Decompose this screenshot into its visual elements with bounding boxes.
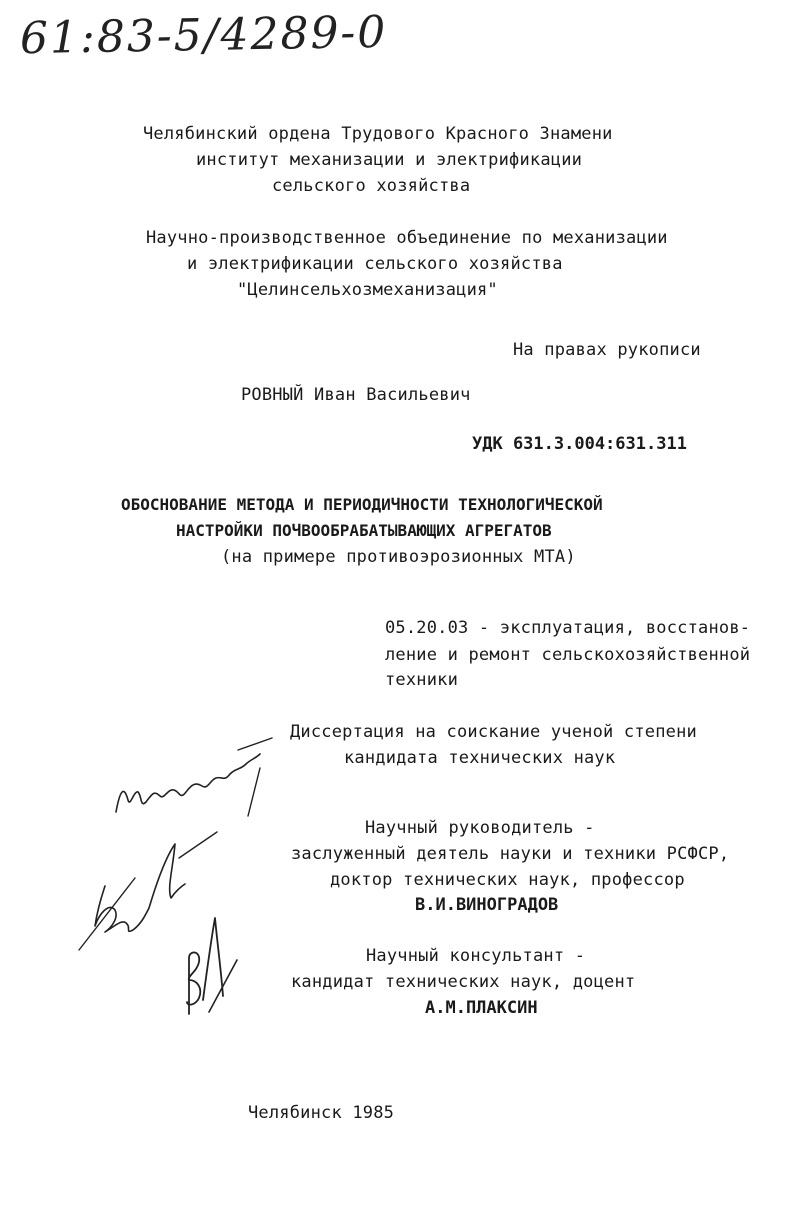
- institute-line-1: Челябинский ордена Трудового Красного Знамени: [143, 124, 613, 144]
- specialty-line-2: ление и ремонт сельскохозяйственной: [385, 645, 751, 665]
- specialty-line-3: техники: [385, 670, 459, 690]
- manuscript-note: На правах рукописи: [513, 340, 701, 360]
- institute-line-3: сельского хозяйства: [272, 176, 471, 196]
- supervisor-name: В.И.ВИНОГРАДОВ: [415, 895, 559, 915]
- archive-number-handwritten: 61:83-5/4289-0: [19, 6, 388, 65]
- udc-code: УДК 631.3.004:631.311: [472, 434, 687, 454]
- institute-line-2: институт механизации и электрификации: [196, 150, 583, 170]
- supervisor-line-3: доктор технических наук, профессор: [330, 870, 685, 890]
- dissertation-line-2: кандидата технических наук: [344, 748, 616, 768]
- dissertation-line-1: Диссертация на соискание ученой степени: [290, 722, 697, 742]
- supervisor-line-2: заслуженный деятель науки и техники РСФСР,: [291, 844, 730, 864]
- consultant-name: А.М.ПЛАКСИН: [425, 998, 538, 1018]
- title-line-2: НАСТРОЙКИ ПОЧВООБРАБАТЫВАЮЩИХ АГРЕГАТОВ: [176, 521, 552, 540]
- title-line-1: ОБОСНОВАНИЕ МЕТОДА И ПЕРИОДИЧНОСТИ ТЕХНОЛОГИЧЕСКОЙ: [121, 495, 603, 514]
- author-name: РОВНЫЙ Иван Васильевич: [241, 385, 471, 405]
- title-line-3: (на примере противоэрозионных МТА): [221, 547, 576, 567]
- consultant-line-1: Научный консультант -: [366, 946, 586, 966]
- city-year: Челябинск 1985: [248, 1103, 395, 1123]
- signature-3: [175, 910, 245, 1020]
- association-line-3: "Целинсельхозмеханизация": [237, 280, 498, 300]
- signature-1: [110, 730, 280, 820]
- supervisor-line-1: Научный руководитель -: [365, 818, 595, 838]
- association-line-1: Научно-производственное объединение по механизации: [146, 228, 668, 248]
- consultant-line-2: кандидат технических наук, доцент: [291, 972, 636, 992]
- association-line-2: и электрификации сельского хозяйства: [187, 254, 563, 274]
- specialty-line-1: 05.20.03 - эксплуатация, восстанов-: [385, 618, 751, 638]
